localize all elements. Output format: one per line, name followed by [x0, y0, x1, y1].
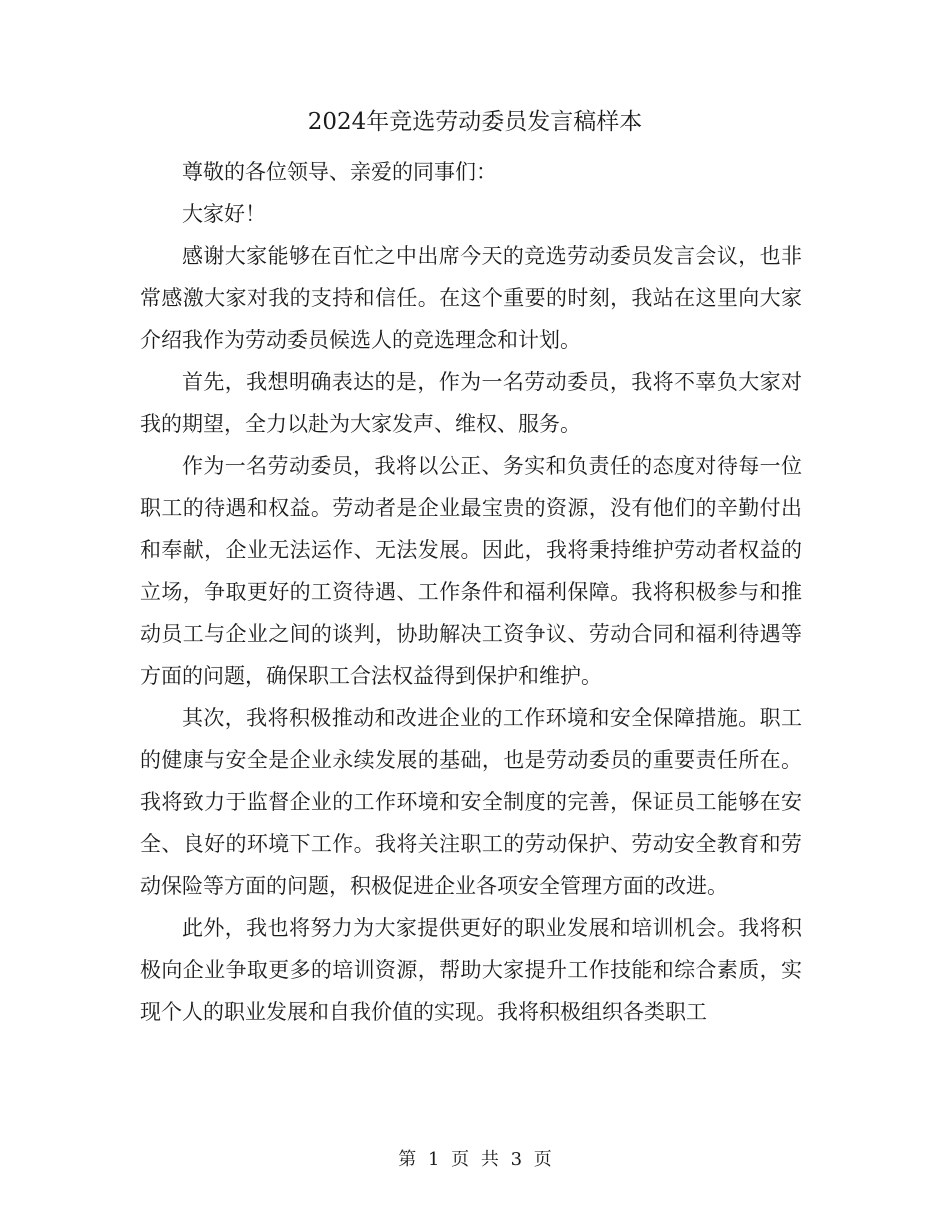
- paragraph-rights: 作为一名劳动委员，我将以公正、务实和负责任的态度对待每一位职工的待遇和权益。劳动者是企业最宝贵的资源，没有他们的辛勤付出和奉献，企业无法运作、无法发展。因此，我将秉持维护劳动者权益的立场，争取更好的工资待遇、工作条件和福利保障。我将积极参与和推动员工与企业之间的谈判，协助解决工资争议、劳动合同和福利待遇等方面的问题，确保职工合法权益得到保护和维护。: [140, 454, 802, 688]
- paragraph-safety: 其次，我将积极推动和改进企业的工作环境和安全保障措施。职工的健康与安全是企业永续发展的基础，也是劳动委员的重要责任所在。我将致力于监督企业的工作环境和安全制度的完善，保证员工能够在安全、良好的环境下工作。我将关注职工的劳动保护、劳动安全教育和劳动保险等方面的问题，积极促进企业各项安全管理方面的改进。: [140, 706, 802, 898]
- paragraph-first: 首先，我想明确表达的是，作为一名劳动委员，我将不辜负大家对我的期望，全力以赴为大家发声、维权、服务。: [140, 370, 802, 436]
- paragraph-training: 此外，我也将努力为大家提供更好的职业发展和培训机会。我将积极向企业争取更多的培训资源，帮助大家提升工作技能和综合素质，实现个人的职业发展和自我价值的实现。我将积极组织各类职工: [140, 916, 802, 1024]
- document-body: [140, 151, 802, 1033]
- page-number-footer: 第 1 页 共 3 页: [398, 1149, 552, 1170]
- salutation: 尊敬的各位领导、亲爱的同事们：: [182, 160, 497, 184]
- greeting: 大家好！: [182, 202, 266, 226]
- paragraph-intro: 感谢大家能够在百忙之中出席今天的竞选劳动委员发言会议，也非常感激大家对我的支持和信任。在这个重要的时刻，我站在这里向大家介绍我作为劳动委员候选人的竞选理念和计划。: [140, 244, 802, 352]
- document-title: 2024年竞选劳动委员发言稿样本: [307, 109, 643, 135]
